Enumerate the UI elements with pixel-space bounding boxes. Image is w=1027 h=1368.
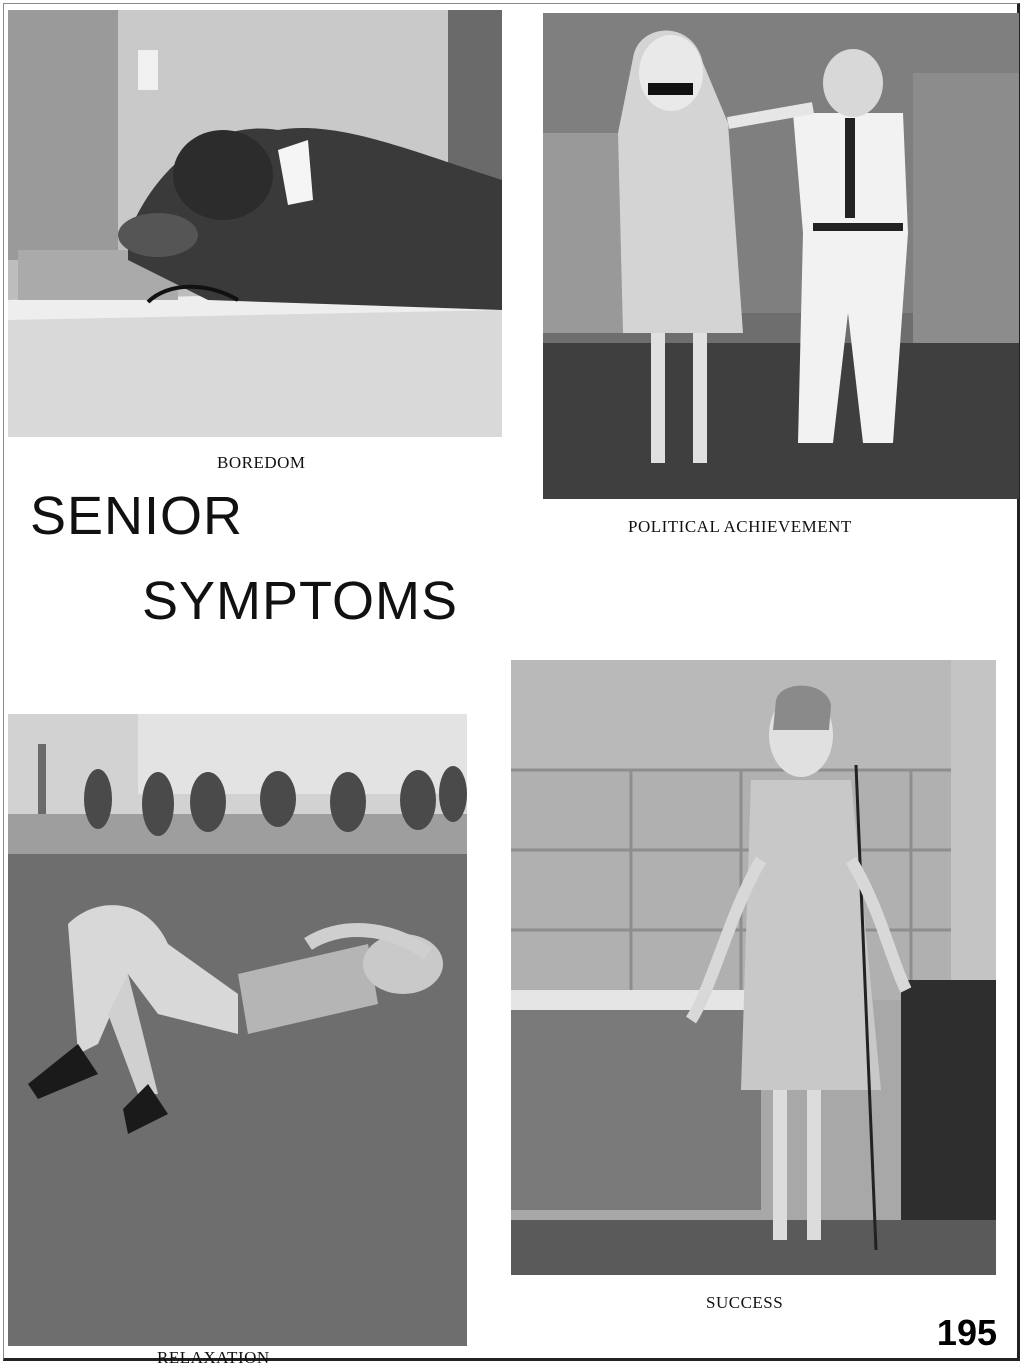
caption-political-achievement: POLITICAL ACHIEVEMENT xyxy=(628,517,852,536)
caption-boredom: BOREDOM xyxy=(217,453,306,472)
photo-success xyxy=(511,660,996,1275)
photo-relaxation xyxy=(8,714,467,1346)
photo-boredom xyxy=(8,10,502,437)
photo-political-achievement xyxy=(543,13,1019,499)
caption-success: SUCCESS xyxy=(706,1293,784,1312)
page-number: 195 xyxy=(936,1312,997,1353)
caption-relaxation: RELAXATION xyxy=(157,1348,270,1367)
page-title-line-2: SYMPTOMS xyxy=(142,571,459,631)
page-title-line-1: SENIOR xyxy=(30,486,244,546)
